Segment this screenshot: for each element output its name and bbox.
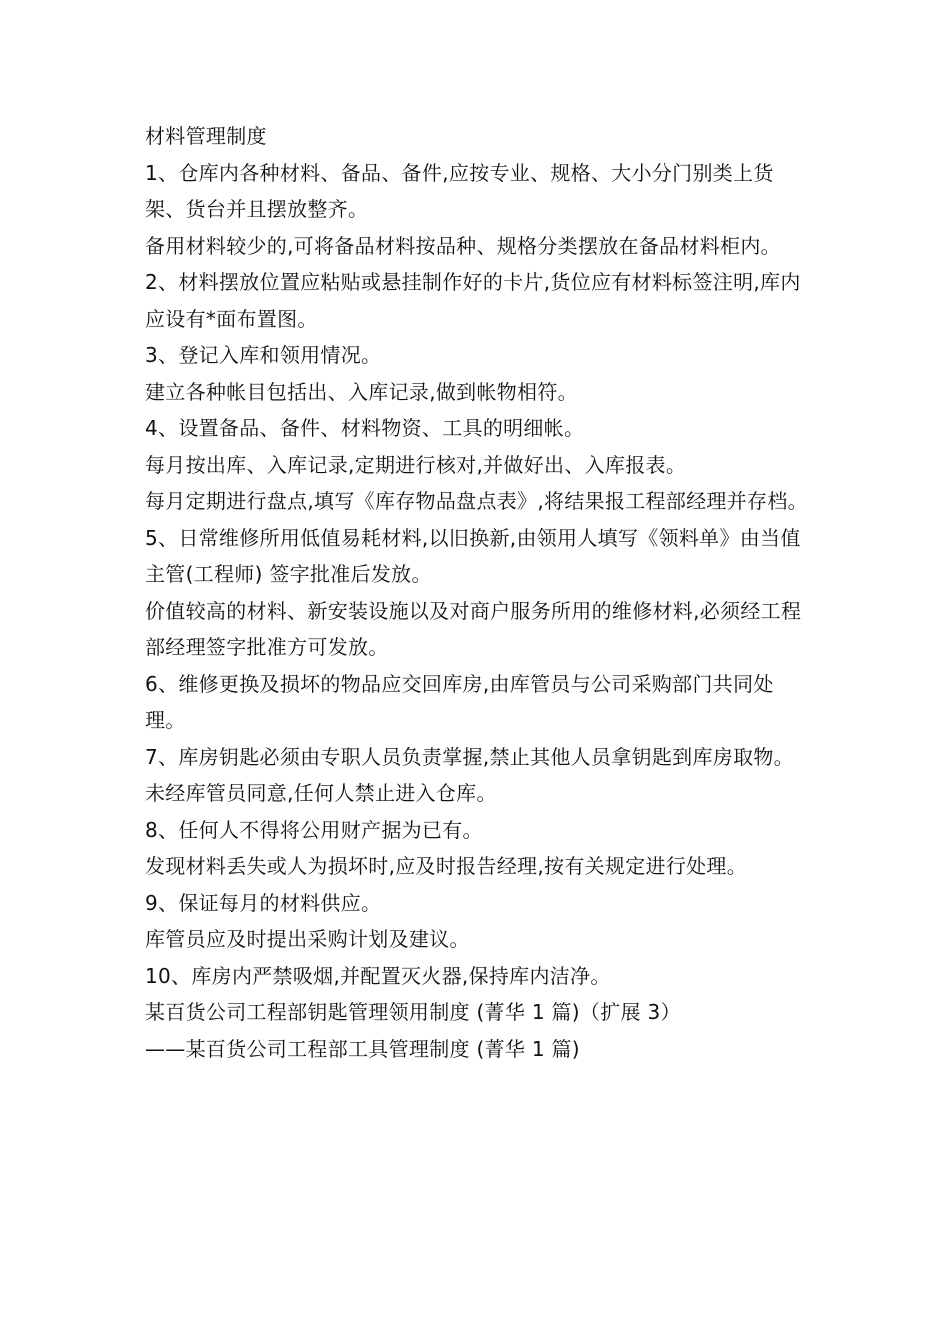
paragraph: 9、保证每月的材料供应。	[145, 890, 382, 915]
paragraph: 10、库房内严禁吸烟,并配置灭火器,保持库内洁净。	[145, 963, 611, 988]
related-article-title: 某百货公司工程部钥匙管理领用制度 (菁华 1 篇)（扩展 3）	[145, 1000, 681, 1024]
paragraph: 价值较高的材料、新安装设施以及对商户服务所用的维修材料,必须经工程部经理签字批准方可发放。	[145, 598, 802, 659]
paragraph: 5、日常维修所用低值易耗材料,以旧换新,由领用人填写《领料单》由当值主管(工程师) 签字批准后发放。	[145, 525, 801, 586]
paragraph: 1、仓库内各种材料、备品、备件,应按专业、规格、大小分门别类上货架、货台并且摆放整齐。	[145, 160, 774, 221]
paragraph: 2、材料摆放位置应粘贴或悬挂制作好的卡片,货位应有材料标签注明,库内应设有*面布置图。	[145, 270, 801, 331]
document-title: 材料管理制度	[145, 124, 267, 148]
paragraph: 库管员应及时提出采购计划及建议。	[145, 927, 470, 951]
paragraph: 6、维修更换及损坏的物品应交回库房,由库管员与公司采购部门共同处理。	[145, 671, 774, 732]
paragraph: 每月按出库、入库记录,定期进行核对,并做好出、入库报表。	[145, 452, 687, 477]
paragraph: 7、库房钥匙必须由专职人员负责掌握,禁止其他人员拿钥匙到库房取物。	[145, 744, 794, 769]
paragraph: 发现材料丢失或人为损坏时,应及时报告经理,按有关规定进行处理。	[145, 854, 748, 878]
paragraph: 每月定期进行盘点,填写《库存物品盘点表》,将结果报工程部经理并存档。	[145, 489, 808, 513]
paragraph: 备用材料较少的,可将备品材料按品种、规格分类摆放在备品材料柜内。	[145, 233, 781, 258]
related-article-title: ——某百货公司工程部工具管理制度 (菁华 1 篇)	[145, 1036, 580, 1061]
paragraph: 建立各种帐目包括出、入库记录,做到帐物相符。	[145, 379, 578, 404]
paragraph: 3、登记入库和领用情况。	[145, 343, 382, 367]
paragraph: 未经库管员同意,任何人禁止进入仓库。	[145, 781, 497, 805]
paragraph: 4、设置备品、备件、材料物资、工具的明细帐。	[145, 416, 585, 440]
paragraph: 8、任何人不得将公用财产据为已有。	[145, 817, 483, 842]
document-body	[145, 118, 810, 1067]
